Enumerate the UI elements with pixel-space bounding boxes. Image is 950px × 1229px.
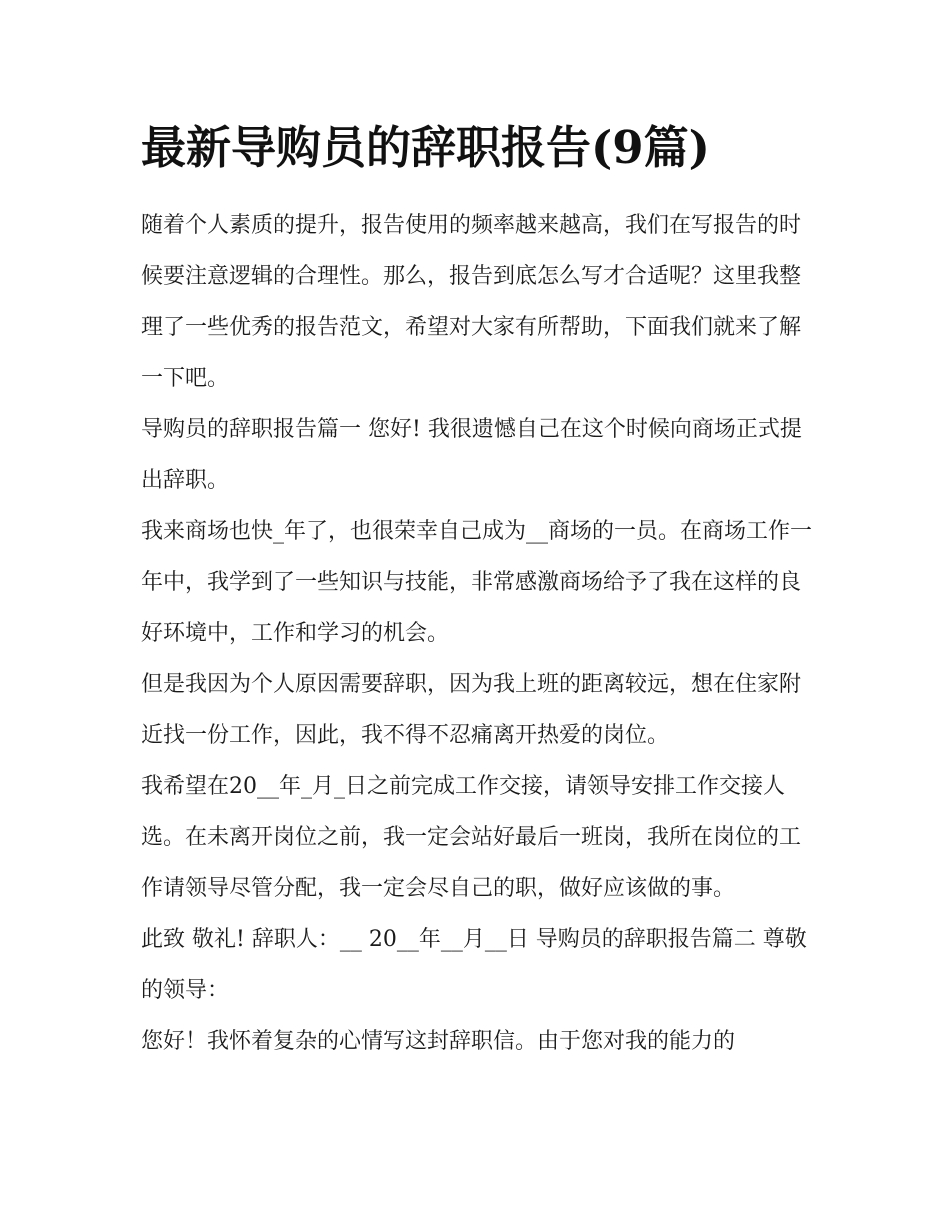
paragraph-intro: 随着个人素质的提升，报告使用的频率越来越高，我们在写报告的时候要注意逻辑的合理性。那么，报告到底怎么写才合适呢？这里我整理了一些优秀的报告范文，希望对大家有所帮助，下面我们就来了解一下吧。 bbox=[141, 213, 802, 391]
paragraph-handover-plan: 我希望在20__年_月_日之前完成工作交接，请领导安排工作交接人选。在未离开岗位之前，我一定会站好最后一班岗，我所在岗位的工作请领导尽管分配，我一定会尽自己的职，做好应该做的事。 bbox=[141, 774, 802, 901]
paragraph-section-two-greeting: 您好！我怀着复杂的心情写这封辞职信。由于您对我的能力的 bbox=[141, 1029, 736, 1054]
document-body bbox=[141, 112, 821, 1067]
paragraph-closing-and-section-two: 此致 敬礼! 辞职人：__ 20__年__月__日 导购员的辞职报告篇二 尊敬的领导： bbox=[141, 927, 807, 1003]
document-title: 最新导购员的辞职报告(9篇) bbox=[141, 121, 710, 174]
paragraph-resignation-reason: 但是我因为个人原因需要辞职，因为我上班的距离较远，想在住家附近找一份工作，因此，我不得不忍痛离开热爱的岗位。 bbox=[141, 672, 802, 748]
paragraph-section-one-opening: 导购员的辞职报告篇一 您好! 我很遗憾自己在这个时候向商场正式提出辞职。 bbox=[141, 417, 802, 493]
paragraph-work-experience: 我来商场也快_年了，也很荣幸自己成为__商场的一员。在商场工作一年中，我学到了一些知识与技能，非常感激商场给予了我在这样的良好环境中，工作和学习的机会。 bbox=[141, 519, 813, 646]
